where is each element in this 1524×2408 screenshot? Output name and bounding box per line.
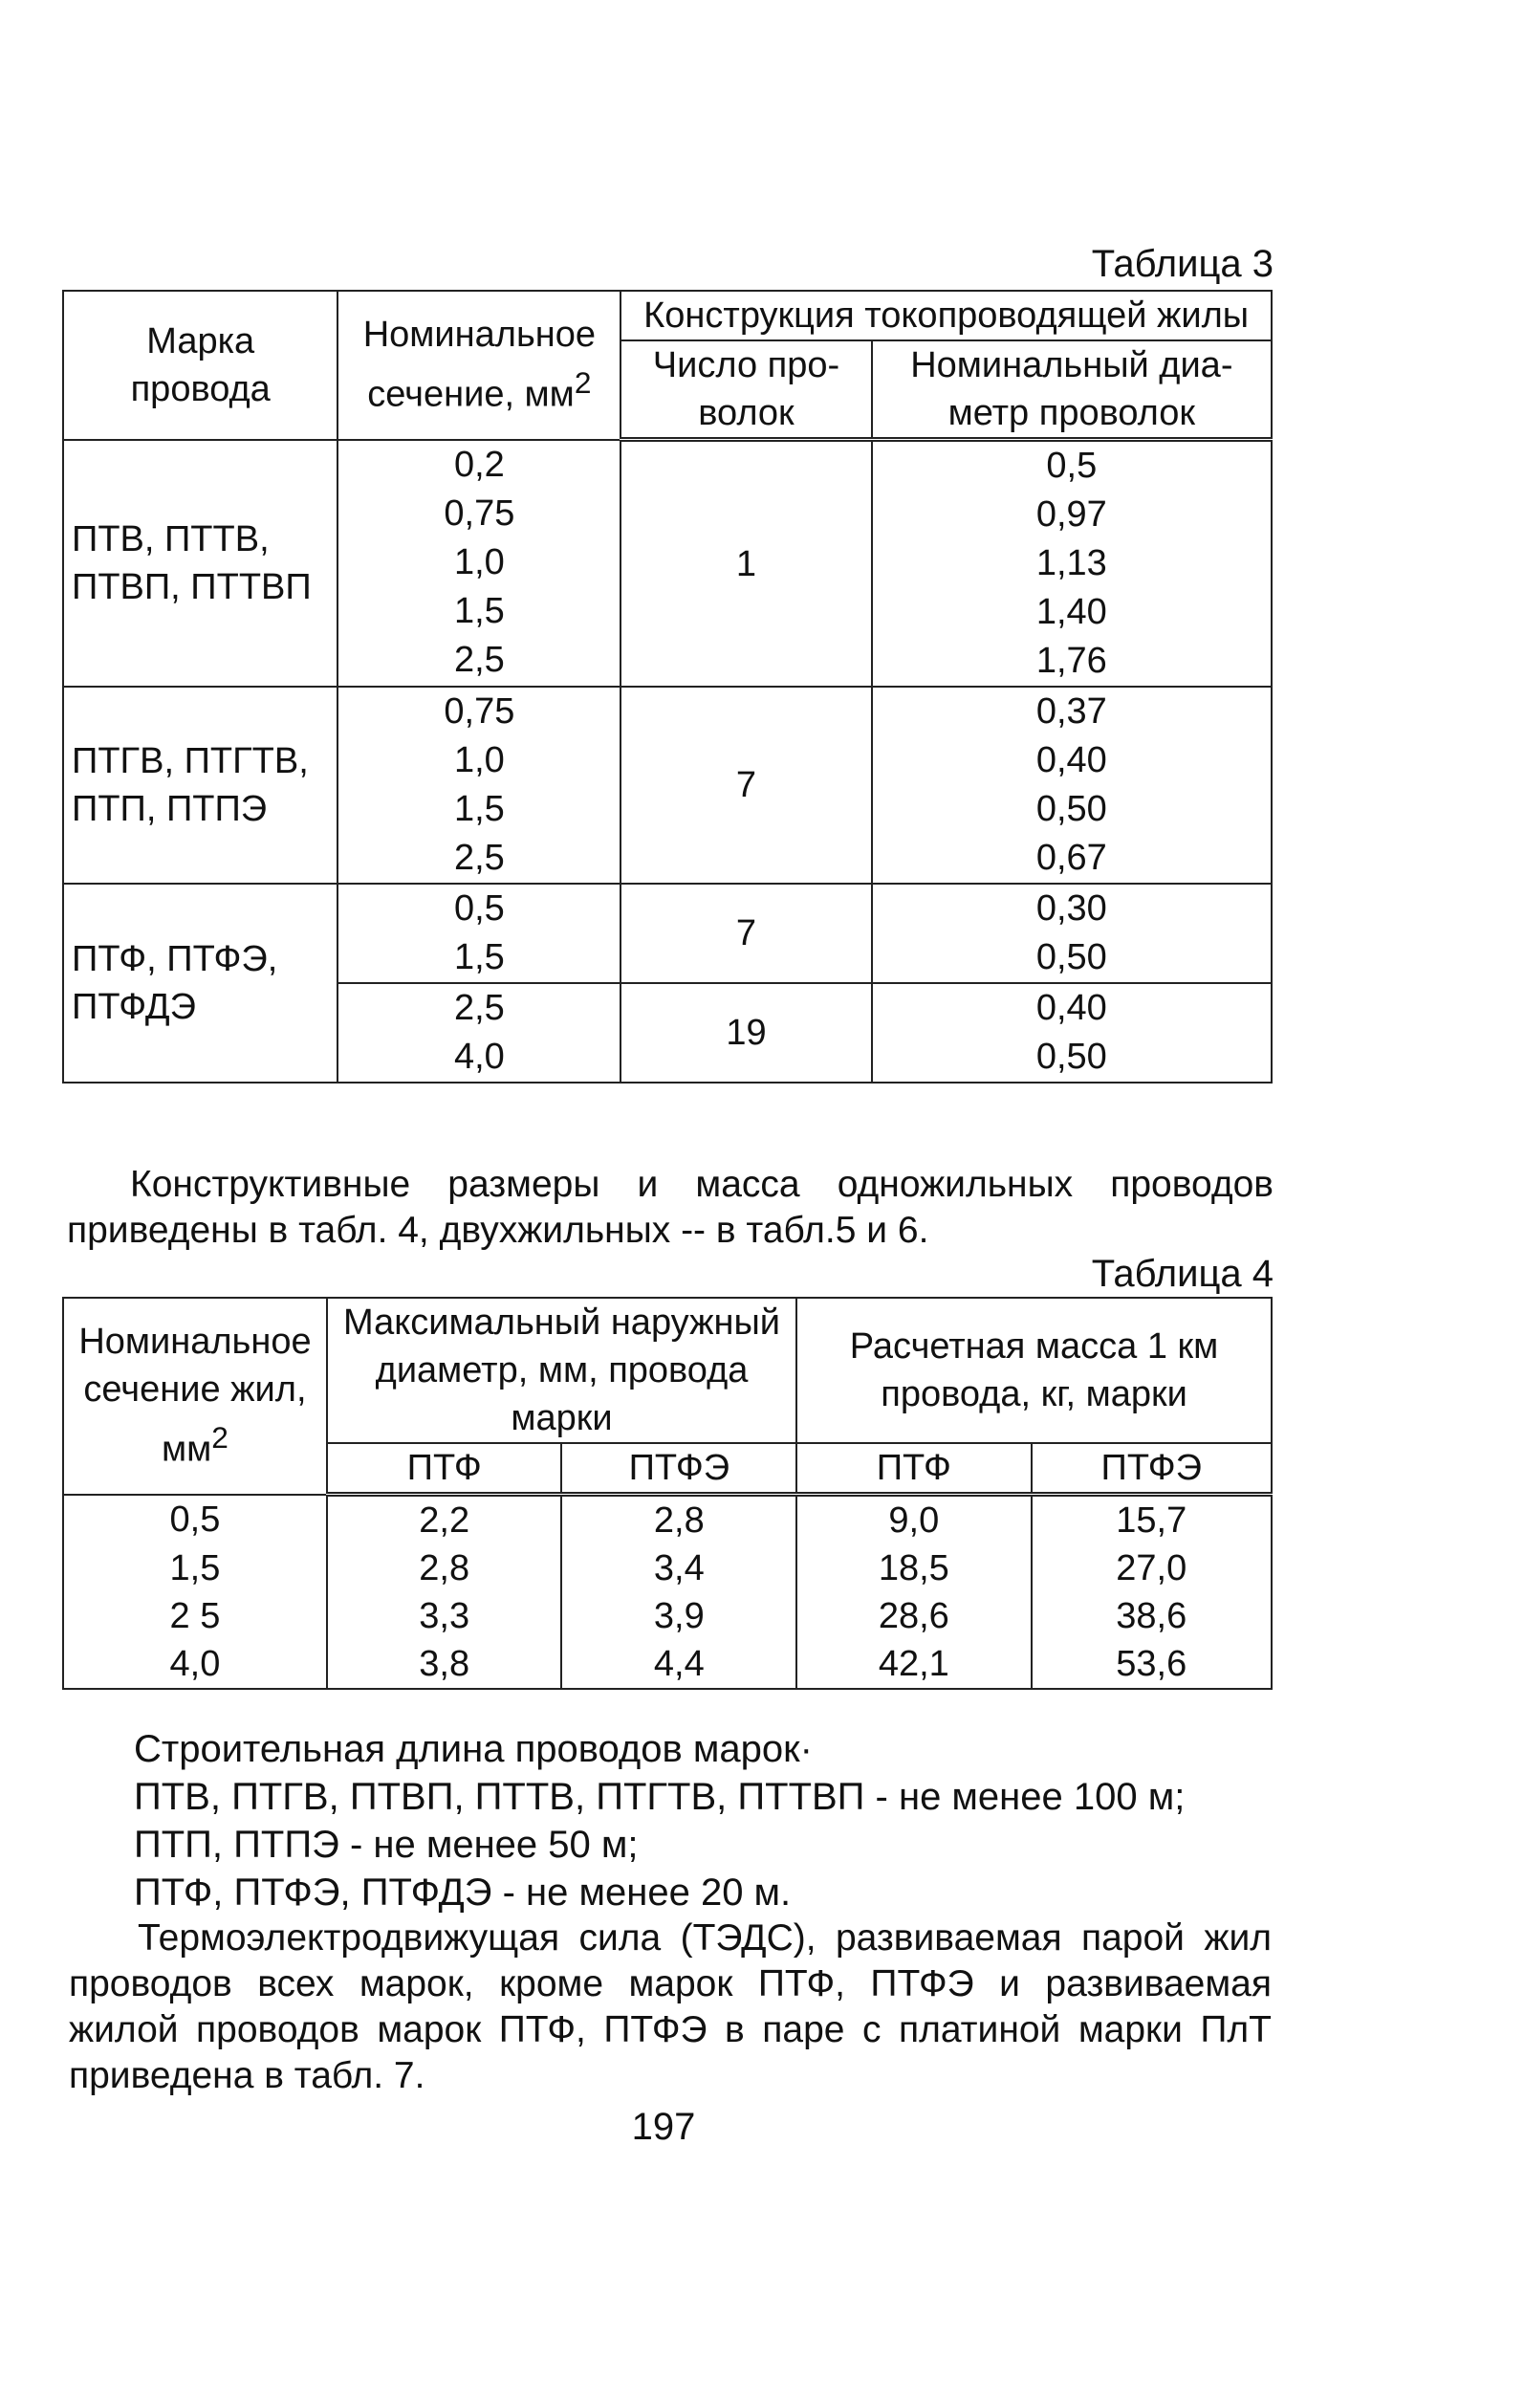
table-row — [63, 1640, 1272, 1689]
t3-group2-diameters — [872, 687, 1272, 884]
table-cell: 0,50 — [1035, 937, 1107, 977]
table-cell: 4,0 — [63, 1640, 327, 1689]
table-cell: 2,8 — [327, 1544, 562, 1592]
t4-header-m-ptf: ПТФ — [796, 1443, 1031, 1495]
t3-group3b-diameters — [872, 983, 1272, 1083]
t3-group1-count: 1 — [620, 440, 871, 688]
t4-header-mass: Расчетная масса 1 км провода, кг, марки — [796, 1298, 1272, 1443]
t3-group1-brand: ПТВ, ПТТВ, ПТВП, ПТТВП — [63, 440, 337, 688]
table4 — [62, 1297, 1273, 1690]
table-cell: 0,2 — [453, 445, 505, 486]
t4-header-m-ptfe: ПТФЭ — [1032, 1443, 1273, 1495]
t3-header-section — [337, 291, 620, 440]
list-item: ПТВ, ПТГВ, ПТВП, ПТТВ, ПТГТВ, ПТТВП - не менее 100 м; — [134, 1776, 1186, 1818]
list-item: ПТФ, ПТФЭ, ПТФДЭ - не менее 20 м. — [134, 1872, 792, 1914]
table-cell: 4,4 — [561, 1640, 796, 1689]
table-cell: 0,30 — [1035, 888, 1107, 929]
table-cell: 0,50 — [1035, 1037, 1107, 1077]
table-row — [63, 1592, 1272, 1640]
t3-header-wire-diameter: Номинальный диа-метр проволок — [872, 340, 1272, 440]
table-cell: 1,40 — [1035, 592, 1107, 632]
table3 — [62, 290, 1273, 1084]
table-cell: 3,4 — [561, 1544, 796, 1592]
table-cell: 3,3 — [327, 1592, 562, 1640]
table-cell: 1,76 — [1035, 641, 1107, 681]
table-cell: 0,5 — [63, 1495, 327, 1545]
table3-caption: Таблица 3 — [1091, 243, 1274, 285]
table-cell: 1,5 — [453, 937, 505, 977]
table-cell: 1,5 — [63, 1544, 327, 1592]
table-row — [63, 1495, 1272, 1545]
t3-group3a-diameters — [872, 884, 1272, 983]
table-cell: 0,67 — [1035, 838, 1107, 878]
table-cell: 0,5 — [1046, 446, 1098, 486]
table-cell: 1,0 — [453, 542, 505, 583]
t3-group3-brand: ПТФ, ПТФЭ, ПТФДЭ — [63, 884, 337, 1083]
t3-header-section-text: Номинальное сечение, мм — [362, 315, 596, 416]
table-cell: 1,5 — [453, 789, 505, 829]
table-cell: 0,97 — [1035, 494, 1107, 535]
t3-group2-count: 7 — [620, 687, 871, 884]
table-cell: 0,40 — [1035, 988, 1107, 1028]
table-cell: 0,5 — [453, 888, 505, 929]
table-cell: 3,9 — [561, 1592, 796, 1640]
table-cell: 1,13 — [1035, 543, 1107, 583]
t3-header-construction: Конструкция токопроводящей жилы — [620, 291, 1272, 340]
table-cell: 2,5 — [453, 640, 505, 681]
table-row — [63, 1544, 1272, 1592]
t3-header-brand: Марка провода — [63, 291, 337, 440]
t3-group3a-count: 7 — [620, 884, 871, 983]
t4-header-d-ptf: ПТФ — [327, 1443, 562, 1495]
table-cell: 0,75 — [444, 691, 515, 732]
paragraph-constructive-sizes: Конструктивные размеры и масса одножильных проводов приведены в табл. 4, двухжильных -- в табл.5 и 6. — [67, 1164, 1274, 1251]
list-intro: Строительная длина проводов марок· — [134, 1728, 813, 1770]
t3-group1-diameters — [872, 440, 1272, 688]
table-cell: 0,40 — [1035, 740, 1107, 780]
t4-header-section-sup: 2 — [211, 1420, 229, 1456]
table-cell: 15,7 — [1032, 1495, 1273, 1545]
paragraph-thermo-emf: Термоэлектродвижущая сила (ТЭДС), развиваемая парой жил проводов всех марок, кроме марок ПТФ, ПТФЭ и развиваемая жилой проводов марок ПТФ, ПТФЭ в паре с платиной марки ПлТ приведена в табл. 7. — [69, 1917, 1272, 2096]
table-cell: 0,75 — [444, 493, 515, 535]
table-cell: 2,5 — [453, 988, 505, 1028]
table-cell: 1,5 — [453, 591, 505, 632]
t3-group3b-count: 19 — [620, 983, 871, 1083]
table-cell: 3,8 — [327, 1640, 562, 1689]
t3-header-section-sup: 2 — [574, 365, 592, 401]
table-cell: 38,6 — [1032, 1592, 1273, 1640]
table-cell: 0,37 — [1035, 691, 1107, 732]
table4-caption: Таблица 4 — [1091, 1253, 1274, 1295]
t4-header-diameter: Максимальный наружный диаметр, мм, провода марки — [327, 1298, 796, 1443]
list-item: ПТП, ПТПЭ - не менее 50 м; — [134, 1824, 639, 1866]
table-cell: 27,0 — [1032, 1544, 1273, 1592]
t3-group1-sections — [337, 440, 620, 688]
t4-header-d-ptfe: ПТФЭ — [561, 1443, 796, 1495]
table-cell: 4,0 — [453, 1037, 505, 1077]
t3-group2-sections — [337, 687, 620, 884]
table-cell: 28,6 — [796, 1592, 1031, 1640]
t4-header-section — [63, 1298, 327, 1495]
t3-group2-brand: ПТГВ, ПТГТВ, ПТП, ПТПЭ — [63, 687, 337, 884]
table-cell: 42,1 — [796, 1640, 1031, 1689]
table-cell: 1,0 — [453, 740, 505, 780]
t3-header-wires-count: Число про-волок — [620, 340, 871, 440]
table-cell: 9,0 — [796, 1495, 1031, 1545]
t3-group3a-sections — [337, 884, 620, 983]
table-cell: 2,2 — [327, 1495, 562, 1545]
table-cell: 2,5 — [453, 838, 505, 878]
table-cell: 18,5 — [796, 1544, 1031, 1592]
t3-group3b-sections — [337, 983, 620, 1083]
table-cell: 53,6 — [1032, 1640, 1273, 1689]
table-cell: 0,50 — [1035, 789, 1107, 829]
table-cell: 2 5 — [63, 1592, 327, 1640]
t4-header-section-text: Номинальное сечение жил, мм — [78, 1322, 312, 1471]
table-cell: 2,8 — [561, 1495, 796, 1545]
page-number: 197 — [631, 2106, 696, 2148]
